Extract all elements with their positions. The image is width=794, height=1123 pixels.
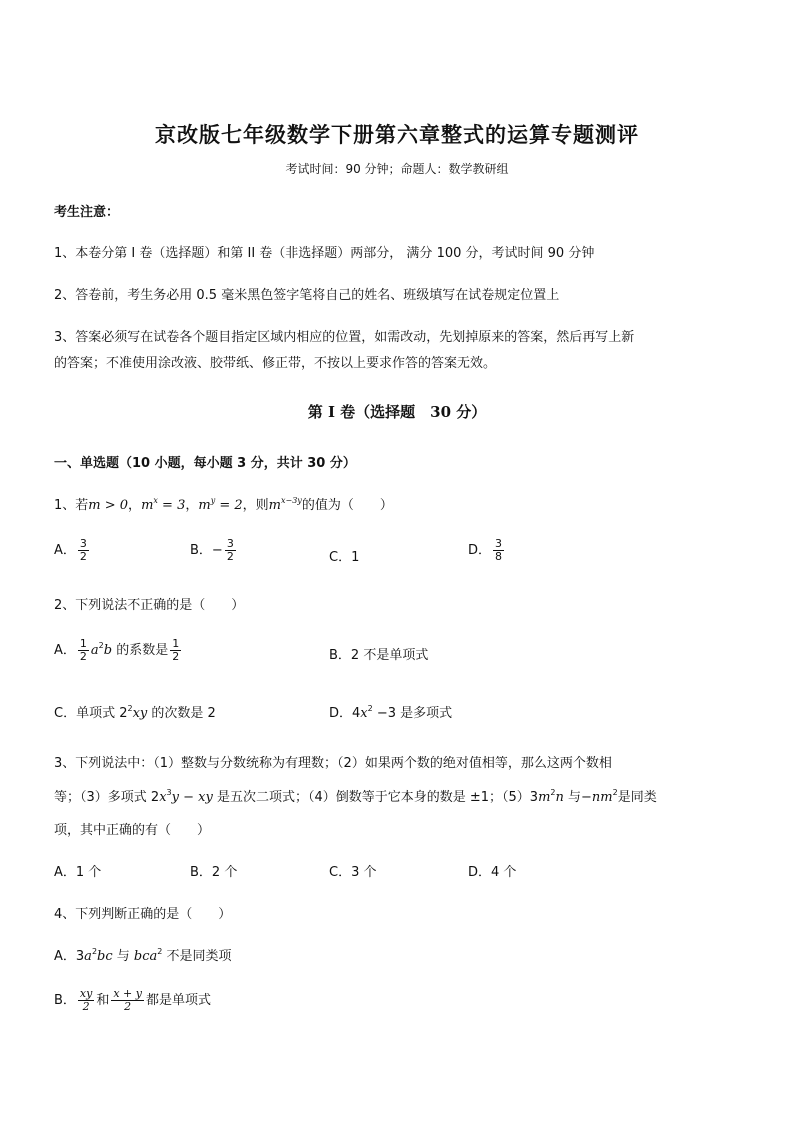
q3-option-b[interactable]: B．2 个 [190, 865, 238, 880]
exam-info: 考试时间：90 分钟；命题人：数学教研组 [285, 162, 509, 176]
option-text: 的次数是 2 [147, 706, 216, 721]
notice-item: 2、答卷前，考生务必用 0.5 毫米黑色签字笔将自己的姓名、班级填写在试卷规定位置上 [54, 288, 560, 303]
numerator: 3 [495, 537, 503, 550]
page-title: 京改版七年级数学下册第六章整式的运算专题测评 [155, 122, 639, 147]
q2-option-a[interactable] [54, 638, 183, 663]
variable: n [555, 790, 564, 805]
option-label: B． [54, 993, 76, 1008]
exponent: 2 [98, 641, 104, 650]
denominator: 2 [226, 550, 234, 563]
denominator: 2 [172, 650, 180, 663]
option-text: −3 是多项式 [372, 706, 453, 721]
fraction [170, 638, 181, 663]
section-title: 第 I 卷（选择题 30 分） [307, 403, 487, 421]
question-3: 3、下列说法中：（1）整数与分数统称为有理数；（2）如果两个数的绝对值相等，那么这两个数相 [54, 756, 612, 771]
q1-target: m [268, 498, 281, 513]
denominator: 8 [495, 550, 503, 563]
exponent: 2 [550, 788, 556, 797]
denominator: 2 [79, 650, 87, 663]
fraction [111, 988, 144, 1013]
q2-option-b[interactable]: B．2 不是单项式 [329, 648, 429, 663]
q1-sep: ， [185, 498, 199, 513]
exponent: 2 [612, 788, 618, 797]
option-label: A． [54, 543, 76, 558]
option-text: C．单项式 2 [54, 706, 128, 721]
exponent: 2 [91, 947, 98, 956]
variable: b [103, 643, 113, 658]
variable: xy [132, 706, 148, 721]
q1-my: m [198, 498, 211, 513]
option-text: 都是单项式 [146, 993, 212, 1008]
variable: bca [133, 949, 158, 964]
option-label: A． [54, 643, 76, 658]
q3-text: 是同类 [617, 790, 657, 805]
variable: y − xy [171, 790, 213, 805]
q3-text: 与 [563, 790, 581, 805]
option-text: D．4 [329, 706, 361, 721]
q3-option-c[interactable]: C．3 个 [329, 865, 377, 880]
q1-target-exp: x−3y [281, 496, 302, 505]
denominator: 2 [79, 550, 87, 563]
exponent: 2 [157, 947, 163, 956]
q2-option-d[interactable] [329, 702, 452, 721]
q1-my-eq: = 2 [215, 498, 243, 513]
numerator: 1 [79, 637, 87, 650]
fraction [493, 538, 504, 563]
q1-mx: m [141, 498, 154, 513]
option-text: A．3 [54, 949, 85, 964]
q2-option-c[interactable] [54, 702, 216, 721]
notice-item: 1、本卷分第 I 卷（选择题）和第 II 卷（非选择题）两部分， 满分 100 分，考试时间 90 分钟 [54, 246, 595, 261]
q1-text: ，则 [242, 498, 269, 513]
notice-item: 3、答案必须写在试卷各个题目指定区域内相应的位置，如需改动，先划掉原来的答案，然后再写上新 [54, 330, 635, 345]
variable: a [84, 949, 92, 964]
numerator: 1 [172, 637, 180, 650]
fraction [78, 638, 89, 663]
variable: x [360, 706, 368, 721]
q1-option-d[interactable] [468, 538, 506, 563]
numerator: 3 [226, 537, 234, 550]
numerator: x + y [113, 987, 142, 1000]
variable: −nm [581, 790, 613, 805]
fraction [78, 538, 89, 563]
q2-a-text: 的系数是 [112, 643, 169, 658]
part-heading: 一、单选题（10 小题，每小题 3 分，共计 30 分） [54, 456, 356, 471]
numerator: 3 [79, 537, 87, 550]
q1-mx-eq: = 3 [157, 498, 186, 513]
exponent: 2 [127, 704, 133, 713]
q1-option-c[interactable]: C．1 [329, 550, 360, 565]
q4-option-a[interactable] [54, 945, 232, 964]
q4-option-b[interactable] [54, 988, 211, 1013]
variable: x [159, 790, 167, 805]
option-label: B．− [190, 543, 223, 558]
variable: m [538, 790, 551, 805]
denominator: 2 [124, 1000, 132, 1013]
q1-mx-exp: x [153, 496, 158, 505]
option-text: 与 [112, 949, 134, 964]
variable: a [90, 643, 99, 658]
option-text: 不是同类项 [162, 949, 232, 964]
question-3-cont: 项，其中正确的有（ ） [54, 823, 211, 838]
q1-my-exp: y [210, 496, 216, 505]
option-text: 和 [96, 993, 110, 1008]
notice-heading: 考生注意： [54, 205, 120, 220]
q3-text: 等；（3）多项式 2 [54, 790, 160, 805]
denominator: 2 [82, 1000, 90, 1013]
question-2: 2、下列说法不正确的是（ ） [54, 598, 245, 613]
q1-condition: m > 0 [88, 498, 129, 513]
exponent: 2 [367, 704, 373, 713]
notice-item: 的答案；不准使用涂改液、胶带纸、修正带，不按以上要求作答的答案无效。 [54, 356, 497, 371]
question-4: 4、下列判断正确的是（ ） [54, 907, 232, 922]
q1-option-b[interactable] [190, 538, 238, 563]
q1-sep: ， [128, 498, 142, 513]
question-3-cont [54, 786, 657, 805]
question-1 [54, 494, 393, 513]
numerator: xy [79, 987, 93, 1000]
q3-text: 是五次二项式；（4）倒数等于它本身的数是 ±1；（5）3 [212, 790, 539, 805]
q1-text: 的值为（ ） [301, 498, 393, 513]
q1-option-a[interactable] [54, 538, 91, 563]
option-label: D． [468, 543, 492, 558]
fraction [78, 988, 94, 1013]
q1-text: 1、若 [54, 498, 89, 513]
fraction [225, 538, 236, 563]
variable: bc [97, 949, 113, 964]
q3-option-d[interactable]: D．4 个 [468, 865, 517, 880]
exponent: 3 [166, 788, 172, 797]
q3-option-a[interactable]: A．1 个 [54, 865, 102, 880]
